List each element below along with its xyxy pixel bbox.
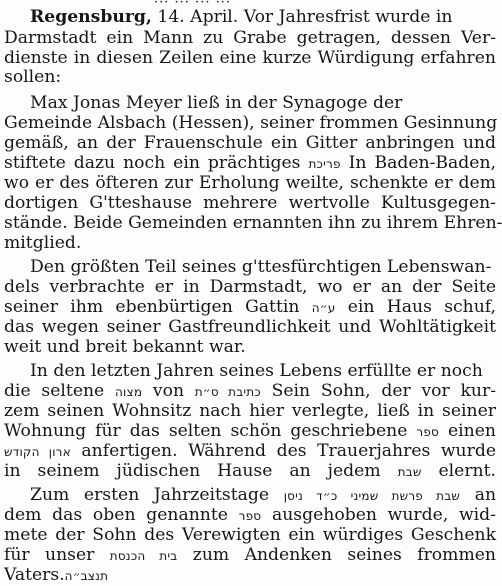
- article-line: [4, 318, 496, 337]
- hebrew-term: כתיבת ס״ת: [194, 385, 261, 399]
- text-run: in seinem jüdischen Hause an jedem: [4, 461, 398, 481]
- text-run: ein Haus schuf,: [335, 297, 496, 317]
- article-line: [4, 278, 496, 297]
- article-line: [4, 566, 108, 586]
- text-run: In Baden-Baden,: [340, 153, 496, 173]
- text-run: an: [460, 485, 497, 505]
- text-run: 14. April. Vor Jahresfrist wurde in: [151, 7, 453, 27]
- text-run: für unser: [4, 545, 110, 565]
- text-run: Wohnung für das selten schön geschriebene: [4, 421, 417, 441]
- text-run: Sein Sohn, der vor kur-: [260, 381, 497, 401]
- article-line: [4, 154, 496, 174]
- article-line: [4, 402, 496, 421]
- text-run: ausgehoben wurde, wid-: [261, 505, 496, 525]
- hebrew-term: שבת פרשת שמיני כ״ד ניסן: [283, 489, 461, 503]
- article-line: [30, 258, 491, 277]
- article-line: [4, 442, 496, 462]
- text-run: dem das oben genannte: [4, 505, 239, 525]
- article-line: [30, 486, 496, 506]
- article-line: [4, 338, 246, 357]
- text-run: gemäß, an der Frauenschule ein Gitter anbringen und: [4, 133, 496, 153]
- article-line: [4, 546, 496, 566]
- text-run: Den größten Teil seines g'ttesfürchtigen Lebenswan-: [30, 257, 492, 277]
- article-line: [4, 213, 502, 233]
- article-line: [4, 506, 496, 526]
- text-run: anfertigen. Während des Trauerjahres wurde: [70, 441, 497, 461]
- article-line: [4, 382, 496, 402]
- text-run: stiftete dazu noch ein prächtiges: [4, 153, 309, 173]
- article-line: [4, 49, 496, 68]
- article-line: [4, 234, 81, 253]
- text-run: von: [142, 381, 195, 401]
- text-run: einen: [439, 421, 496, 441]
- text-run: Max Jonas Meyer ließ in der Synagoge der: [30, 93, 403, 113]
- text-run: sollen:: [4, 67, 62, 87]
- article-line: [30, 362, 483, 381]
- article-line: [4, 174, 496, 193]
- text-run: Vaters.: [4, 565, 65, 585]
- article-line: [30, 8, 452, 27]
- text-run: mitglied.: [4, 233, 82, 253]
- cropped-header-fragment: ··· ··· ··· ···: [154, 0, 231, 10]
- dateline-place: Regensburg,: [30, 7, 152, 27]
- article-line: [4, 194, 496, 213]
- text-run: stände. Beide Gemeinden ernannten ihn zu ihrem Ehren-: [4, 213, 502, 233]
- article-line: [4, 422, 496, 442]
- text-run: zem seinen Wohnsitz nach hier verlegte, ließ in seiner: [4, 401, 496, 421]
- text-run: zum Andenken seines frommen: [177, 545, 496, 565]
- hebrew-term: מצוה: [114, 385, 143, 399]
- text-run: elernt.: [421, 461, 496, 481]
- text-run: Gemeinde Alsbach (Hessen), seiner frommen Gesinnung: [4, 113, 498, 133]
- newspaper-article: [4, 0, 502, 585]
- hebrew-term: פריכת: [308, 157, 341, 171]
- text-run: Zum ersten Jahrzeitstage: [30, 485, 284, 505]
- article-line: [4, 68, 61, 87]
- text-run: die seltene: [4, 381, 115, 401]
- text-run: dels verbrachte er in Darmstadt, wo er an der Seite: [4, 277, 496, 297]
- text-run: In den letzten Jahren seines Lebens erfüllte er noch: [30, 361, 483, 381]
- article-line: [4, 462, 496, 482]
- text-run: dienste in diesen Zeilen eine kurze Würdigung erfahren: [4, 48, 496, 68]
- article-line: [4, 134, 496, 153]
- article-line: [4, 114, 496, 133]
- article-line: [4, 526, 496, 545]
- article-line: [30, 94, 402, 113]
- hebrew-term: תנצב״ה: [64, 569, 109, 583]
- text-run: dortigen G'tteshause mehrere wertvolle Kultusgegen-: [4, 193, 496, 213]
- text-run: Darmstadt ein Mann zu Grabe getragen, dessen Ver-: [4, 28, 496, 48]
- article-line: [4, 29, 496, 48]
- text-run: mete der Sohn des Verewigten ein würdiges Geschenk: [4, 525, 496, 545]
- hebrew-term: בית הכנסת: [109, 549, 178, 563]
- hebrew-term: שבת: [397, 465, 422, 479]
- hebrew-term: ארון הקודש: [4, 445, 71, 459]
- hebrew-term: ספר: [238, 509, 262, 523]
- hebrew-term: ספר: [416, 425, 440, 439]
- text-run: das wegen seiner Gastfreundlichkeit und Wohltätigkeit: [4, 317, 496, 337]
- text-run: wo er des öfteren zur Erholung weilte, schenkte er dem: [4, 173, 496, 193]
- text-run: weit und breit bekannt war.: [4, 337, 246, 357]
- text-run: seiner ihm ebenbürtigen Gattin: [4, 297, 312, 317]
- hebrew-term: ע״ה: [311, 301, 336, 315]
- article-line: [4, 298, 496, 318]
